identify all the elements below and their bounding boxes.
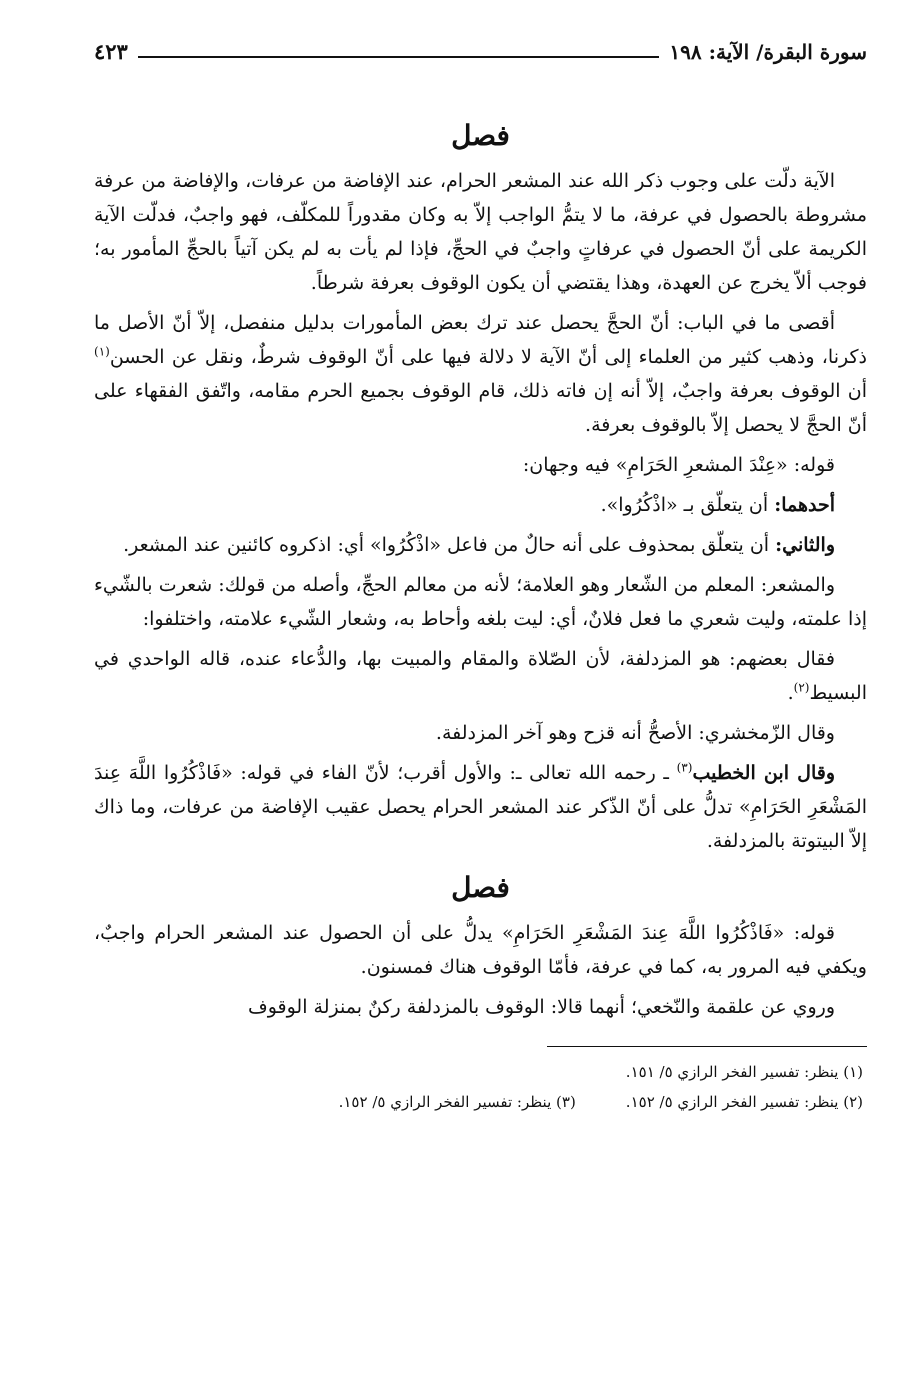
first-aspect-text: أن يتعلّق بـ «اذْكُرُوا».: [600, 494, 775, 516]
paragraph-9-text: ـ رحمه الله تعالى ـ: والأول أقرب؛ لأنّ الفاء في قوله: «فَاذْكُرُوا اللَّهَ عِندَ المَشْعَرِ الحَرَامِ» تدلُّ على أنّ الذّكر عند المشعر الحرام يحصل عقيب الإفاضة من عرفات، وما ذاك إلاّ البيتوتة بالمزدلفة.: [94, 762, 867, 852]
footnote-row-1: [94, 1057, 867, 1087]
section-heading-2: فصل: [451, 871, 510, 904]
paragraph-9: [94, 756, 867, 858]
paragraph-8: وقال الزّمخشري: الأصحُّ أنه قزح وهو آخر المزدلفة.: [435, 722, 835, 744]
paragraph-7: [94, 642, 867, 710]
first-aspect-label: أحدهما:: [774, 494, 835, 516]
paragraph-11: وروي عن علقمة والنّخعي؛ أنهما قالا: الوقوف بالمزدلفة ركنٌ بمنزلة الوقوف: [248, 996, 835, 1018]
paragraph-2-text-b: أن الوقوف بعرفة واجبٌ، إلاّ أنه إن فاته ذلك، قام الوقوف بجميع الحرم مقامه، واتّفق الفقهاء على أنّ الحجَّ لا يحصل إلاّ بالوقوف بعرفة.: [94, 380, 867, 436]
footnote-ref-2[interactable]: (٢): [793, 680, 810, 695]
footnote-2: (٢) ينظر: تفسير الفخر الرازي ٥/ ١٥٢.: [625, 1093, 863, 1111]
footnote-1: (١) ينظر: تفسير الفخر الرازي ٥/ ١٥١.: [625, 1063, 863, 1081]
paragraph-6: والمشعر: المعلم من الشّعار وهو العلامة؛ لأنه من معالم الحجِّ، وأصله من قولك: شعرت بالشّيء إذا علمته، وليت شعري ما فعل فلانٌ، أي: ليت بلغه وأحاط به، وشعار الشّيء علامته، واختلفوا:: [94, 574, 867, 630]
paragraph-2: [94, 306, 867, 442]
paragraph-4: [94, 488, 867, 522]
page-header: [94, 28, 867, 64]
second-aspect-text: أن يتعلّق بمحذوف على أنه حالٌ من فاعل «اذْكُرُوا» أي: اذكروه كائنين عند المشعر.: [123, 534, 776, 556]
footnote-ref-3[interactable]: (٣): [676, 760, 693, 775]
surah-title: سورة البقرة/ الآية: ١٩٨: [669, 40, 867, 64]
footnote-3: (٣) ينظر: تفسير الفخر الرازي ٥/ ١٥٢.: [338, 1093, 576, 1111]
page-number: ٤٢٣: [94, 39, 128, 64]
paragraph-3: قوله: «عِنْدَ المشعرِ الحَرَامِ» فيه وجهان:: [522, 454, 835, 476]
paragraph-7-text: فقال بعضهم: هو المزدلفة، لأن الصّلاة والمقام والمبيت بها، والدُّعاء عنده، قاله الواحدي في البسيط: [94, 648, 867, 704]
footnote-ref-1[interactable]: (١): [94, 344, 110, 359]
paragraph-1: الآية دلّت على وجوب ذكر الله عند المشعر الحرام، عند الإفاضة من عرفات، والإفاضة من عرفة مشروطة بالحصول في عرفة، ما لا يتمُّ الواجب إلاّ به وكان مقدوراً للمكلّف، فهو واجبٌ، فدلّت الآية الكريمة على أنّ الحصول في عرفاتٍ واجبٌ في الحجِّ، فإذا لم يأت به لم يكن آتياً بالحجِّ المأمور به؛ فوجب ألاّ يخرج عن العهدة، وهذا يقتضي أن يكون الوقوف بعرفة شرطاً.: [94, 170, 867, 294]
header-rule: [138, 56, 660, 58]
paragraph-10: قوله: «فَاذْكُرُوا اللَّهَ عِندَ المَشْعَرِ الحَرَامِ» يدلُّ على أن الحصول عند المشعر الحرام واجبٌ، ويكفي فيه المرور به، كما في عرفة، فأمّا الوقوف هناك فمسنون.: [94, 922, 867, 978]
second-aspect-label: والثاني:: [775, 534, 835, 556]
section-heading-1: فصل: [451, 119, 510, 152]
paragraph-7-end: .: [787, 682, 794, 704]
footnote-row-2: [94, 1087, 867, 1117]
paragraph-5: [94, 528, 867, 562]
paragraph-2-text-a: أقصى ما في الباب: أنّ الحجَّ يحصل عند ترك بعض المأمورات بدليل منفصل، إلاّ أنّ الأصل ما ذكرنا، وذهب كثير من العلماء إلى أنّ الآية لا دلالة فيها على أنّ الوقوف شرطٌ، ونقل عن الحسن: [94, 312, 867, 368]
footnote-rule: [547, 1046, 867, 1047]
ibn-al-khatib-label: وقال ابن الخطيب: [692, 762, 836, 784]
footnotes: [94, 1046, 867, 1117]
